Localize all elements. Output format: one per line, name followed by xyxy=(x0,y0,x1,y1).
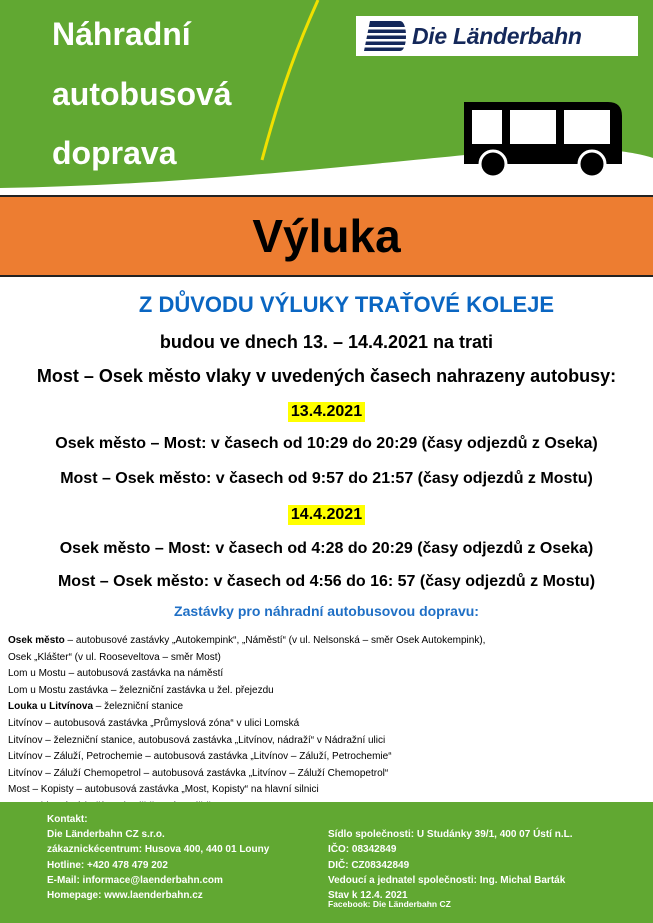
closure-banner xyxy=(0,195,653,277)
footer-hotline: Hotline: +420 478 479 202 xyxy=(47,859,168,871)
stops-list xyxy=(8,633,648,816)
laenderbahn-logo xyxy=(356,16,638,56)
header xyxy=(0,0,653,195)
stop-desc: – autobusové zastávky „Autokempink“, „Náměstí“ (v ul. Nelsonská – směr Osek Autokempink), xyxy=(64,635,486,646)
logo-text: Die Länderbahn xyxy=(412,23,582,49)
footer-contact-label: Kontakt: xyxy=(47,814,88,825)
list-item xyxy=(8,733,648,750)
footer-seat: Sídlo společnosti: U Studánky 39/1, 400 07 Ústí n.L. xyxy=(328,829,573,841)
stop-desc: Lom u Mostu zastávka – železniční zastávka u žel. přejezdu xyxy=(8,684,274,696)
day-2-date: 14.4.2021 xyxy=(288,505,365,525)
day-2-line-2: Most – Osek město: v časech od 4:56 do 16: 57 (časy odjezdů z Mostu) xyxy=(57,573,596,590)
stop-desc: Litvínov – autobusová zastávka „Průmyslová zóna“ v ulici Lomská xyxy=(8,717,300,729)
footer-customer-center: zákaznickécentrum: Husova 400, 440 01 Louny xyxy=(47,844,270,856)
list-item xyxy=(8,749,648,766)
footer-contact xyxy=(47,812,269,903)
footer-company: Die Länderbahn CZ s.r.o. xyxy=(47,829,165,841)
stop-desc: Litvínov – Záluží, Petrochemie – autobusová zastávka „Litvínov – Záluží, Petrochemie“ xyxy=(8,751,392,763)
list-item xyxy=(8,683,648,700)
footer-spacer xyxy=(328,812,573,827)
list-item xyxy=(8,650,648,667)
title-line-1: Náhradní xyxy=(52,16,191,52)
day-1-line-1: Osek město – Most: v časech od 10:29 do 20:29 (časy odjezdů z Oseka) xyxy=(55,435,598,452)
stop-desc: Most – Kopisty – autobusová zastávka „Most, Kopisty“ na hlavní silnici xyxy=(8,784,319,796)
stop-desc: Litvínov – železniční stanice, autobusová zastávka „Litvínov, nádraží“ v Nádražní ulici xyxy=(8,734,386,746)
footer-homepage: Homepage: www.laenderbahn.cz xyxy=(47,890,203,902)
title-line-2: autobusová xyxy=(52,76,232,112)
logo-mark-icon xyxy=(360,16,410,56)
banner-title: Výluka xyxy=(252,210,401,262)
footer-manager: Vedoucí a jednatel společnosti: Ing. Michal Barták xyxy=(328,874,566,886)
stop-desc: – železniční stanice xyxy=(93,701,184,713)
bus-icon xyxy=(458,94,628,179)
stops-title: Zastávky pro náhradní autobusovou dopravu: xyxy=(174,603,479,619)
stop-desc: Osek „Klášter“ (v ul. Rooseveltova – směr Most) xyxy=(8,651,221,663)
list-item xyxy=(8,666,648,683)
list-item xyxy=(8,782,648,799)
footer-status-date: Stav k 12.4. 2021 xyxy=(328,890,408,902)
footer-ico: IČO: 08342849 xyxy=(328,844,397,856)
title-line-3: doprava xyxy=(52,135,177,171)
notice-headline: Z DŮVODU VÝLUKY TRAŤOVÉ KOLEJE xyxy=(138,292,555,317)
notice-subline: budou ve dnech 13. – 14.4.2021 na trati xyxy=(159,332,494,352)
day-2-line-1: Osek město – Most: v časech od 4:28 do 20:29 (časy odjezdů z Oseka) xyxy=(59,540,594,557)
footer-dic: DIČ: CZ08342849 xyxy=(328,859,410,871)
day-1-line-2: Most – Osek město: v časech od 9:57 do 21:57 (časy odjezdů z Mostu) xyxy=(60,470,593,487)
notice-route-line: Most – Osek město vlaky v uvedených časech nahrazeny autobusy: xyxy=(36,366,617,386)
stop-name: Louka u Litvínova xyxy=(8,701,94,713)
footer-company-info xyxy=(328,812,573,903)
footer-facebook: Facebook: Die Länderbahn CZ xyxy=(328,899,451,909)
stop-name: Osek město xyxy=(8,635,65,646)
list-item xyxy=(8,699,648,716)
list-item xyxy=(8,716,648,733)
footer-email: E-Mail: informace@laenderbahn.com xyxy=(47,874,223,886)
footer xyxy=(0,802,653,923)
list-item xyxy=(8,633,648,650)
stop-desc: Lom u Mostu – autobusová zastávka na náměstí xyxy=(8,668,224,680)
day-1-date: 13.4.2021 xyxy=(288,402,365,422)
list-item xyxy=(8,766,648,783)
day-1-date-row xyxy=(0,402,653,422)
stop-desc: Litvínov – Záluží Chemopetrol – autobusová zastávka „Litvínov – Záluží Chemopetrol“ xyxy=(8,767,389,779)
day-2-date-row xyxy=(0,505,653,525)
